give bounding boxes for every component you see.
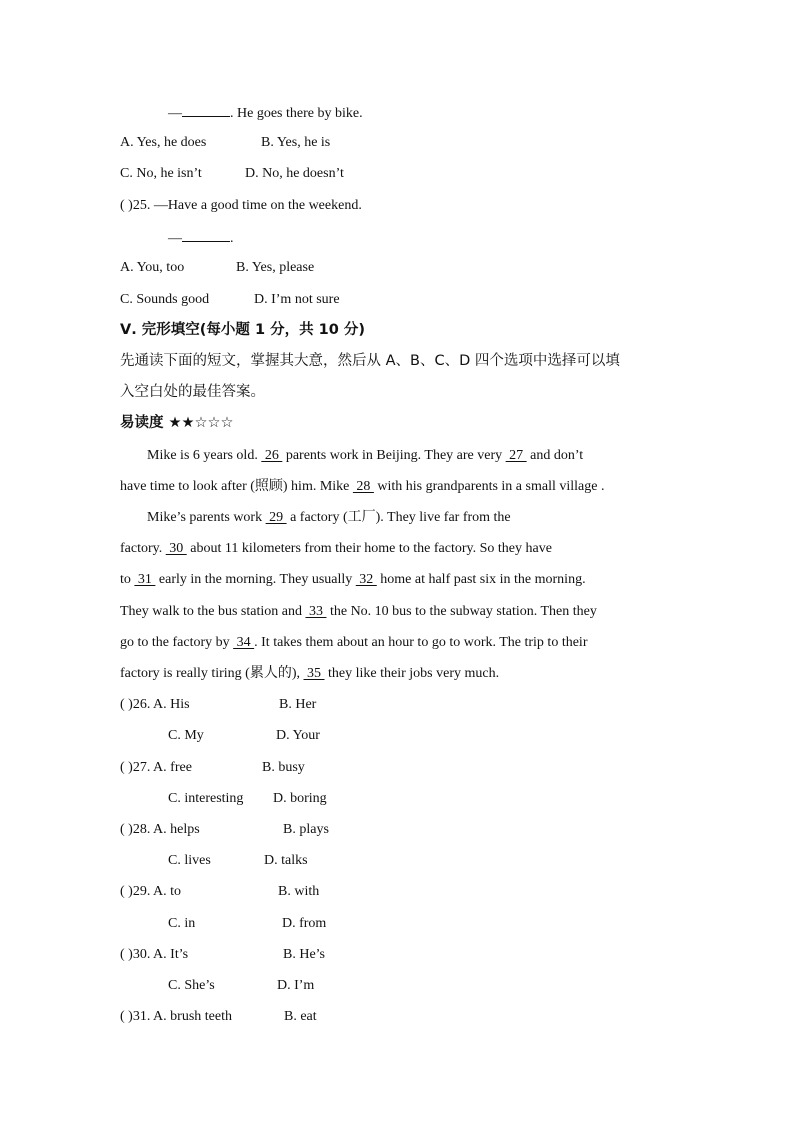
question-30-a: ( )30. A. It’s bbox=[120, 947, 189, 962]
passage-line: Mike’s parents work 29 a factory (工厂). They live far from the bbox=[147, 510, 511, 525]
q25-prompt: ( )25. —Have a good time on the weekend. bbox=[120, 198, 362, 213]
q25-option-d: D. I’m not sure bbox=[254, 292, 340, 307]
section-instruction: 先通读下面的短文，掌握其大意，然后从 A、B、C、D 四个选项中选择可以填 bbox=[120, 353, 620, 369]
section-title: Ⅴ. 完形填空(每小题 1 分，共 10 分) bbox=[120, 322, 365, 338]
blank-26: 26 bbox=[261, 448, 283, 463]
question-28-b: B. plays bbox=[283, 822, 329, 837]
question-28-d: D. talks bbox=[264, 853, 308, 868]
answer-blank bbox=[182, 103, 230, 117]
blank-29: 29 bbox=[265, 510, 287, 525]
answer-blank bbox=[182, 228, 230, 242]
question-27-c: C. interesting bbox=[168, 791, 244, 806]
q24-option-c: C. No, he isn’t bbox=[120, 166, 202, 181]
question-30-c: C. She’s bbox=[168, 978, 215, 993]
question-31-b: B. eat bbox=[284, 1009, 317, 1024]
question-28-c: C. lives bbox=[168, 853, 211, 868]
q25-option-b: B. Yes, please bbox=[236, 260, 315, 275]
question-29-d: D. from bbox=[282, 916, 327, 931]
question-26-d: D. Your bbox=[276, 728, 320, 743]
passage-line: They walk to the bus station and 33 the No. 10 bus to the subway station. Then they bbox=[120, 604, 597, 619]
passage-line: go to the factory by 34 . It takes them about an hour to go to work. The trip to their bbox=[120, 635, 588, 650]
question-27-d: D. boring bbox=[273, 791, 327, 806]
blank-27: 27 bbox=[505, 448, 527, 463]
question-26-c: C. My bbox=[168, 728, 204, 743]
q25-option-c: C. Sounds good bbox=[120, 292, 210, 307]
q24-answer-line: — . He goes there by bike. bbox=[168, 103, 363, 123]
passage-line: have time to look after (照顾) him. Mike 28 with his grandparents in a small village . bbox=[120, 479, 605, 494]
q24-option-d: D. No, he doesn’t bbox=[245, 166, 344, 181]
question-28-a: ( )28. A. helps bbox=[120, 822, 200, 837]
blank-33: 33 bbox=[305, 604, 327, 619]
question-27-b: B. busy bbox=[262, 760, 305, 775]
question-30-d: D. I’m bbox=[277, 978, 315, 993]
blank-28: 28 bbox=[352, 479, 374, 494]
blank-30: 30 bbox=[165, 541, 187, 556]
question-26-a: ( )26. A. His bbox=[120, 697, 190, 712]
difficulty-rating: 易读度 ★★☆☆☆ bbox=[120, 415, 234, 431]
q24-option-b: B. Yes, he is bbox=[261, 135, 331, 150]
passage-line: Mike is 6 years old. 26 parents work in Beijing. They are very 27 and don’t bbox=[147, 448, 584, 463]
question-30-b: B. He’s bbox=[283, 947, 325, 962]
question-26-b: B. Her bbox=[279, 697, 317, 712]
passage-line: factory. 30 about 11 kilometers from their home to the factory. So they have bbox=[120, 541, 552, 556]
section-instruction: 入空白处的最佳答案。 bbox=[120, 384, 265, 400]
question-29-c: C. in bbox=[168, 916, 196, 931]
q24-option-a: A. Yes, he does bbox=[120, 135, 207, 150]
question-27-a: ( )27. A. free bbox=[120, 760, 192, 775]
question-31-a: ( )31. A. brush teeth bbox=[120, 1009, 232, 1024]
passage-line: factory is really tiring (累人的), 35 they like their jobs very much. bbox=[120, 666, 500, 681]
q25-option-a: A. You, too bbox=[120, 260, 185, 275]
question-29-b: B. with bbox=[278, 884, 320, 899]
blank-31: 31 bbox=[134, 572, 156, 587]
blank-34: 34 bbox=[233, 635, 255, 650]
blank-32: 32 bbox=[355, 572, 377, 587]
question-29-a: ( )29. A. to bbox=[120, 884, 182, 899]
blank-35: 35 bbox=[303, 666, 325, 681]
passage-line: to 31 early in the morning. They usually 32 home at half past six in the morning. bbox=[120, 572, 586, 587]
q25-answer-line: — . bbox=[168, 228, 234, 248]
